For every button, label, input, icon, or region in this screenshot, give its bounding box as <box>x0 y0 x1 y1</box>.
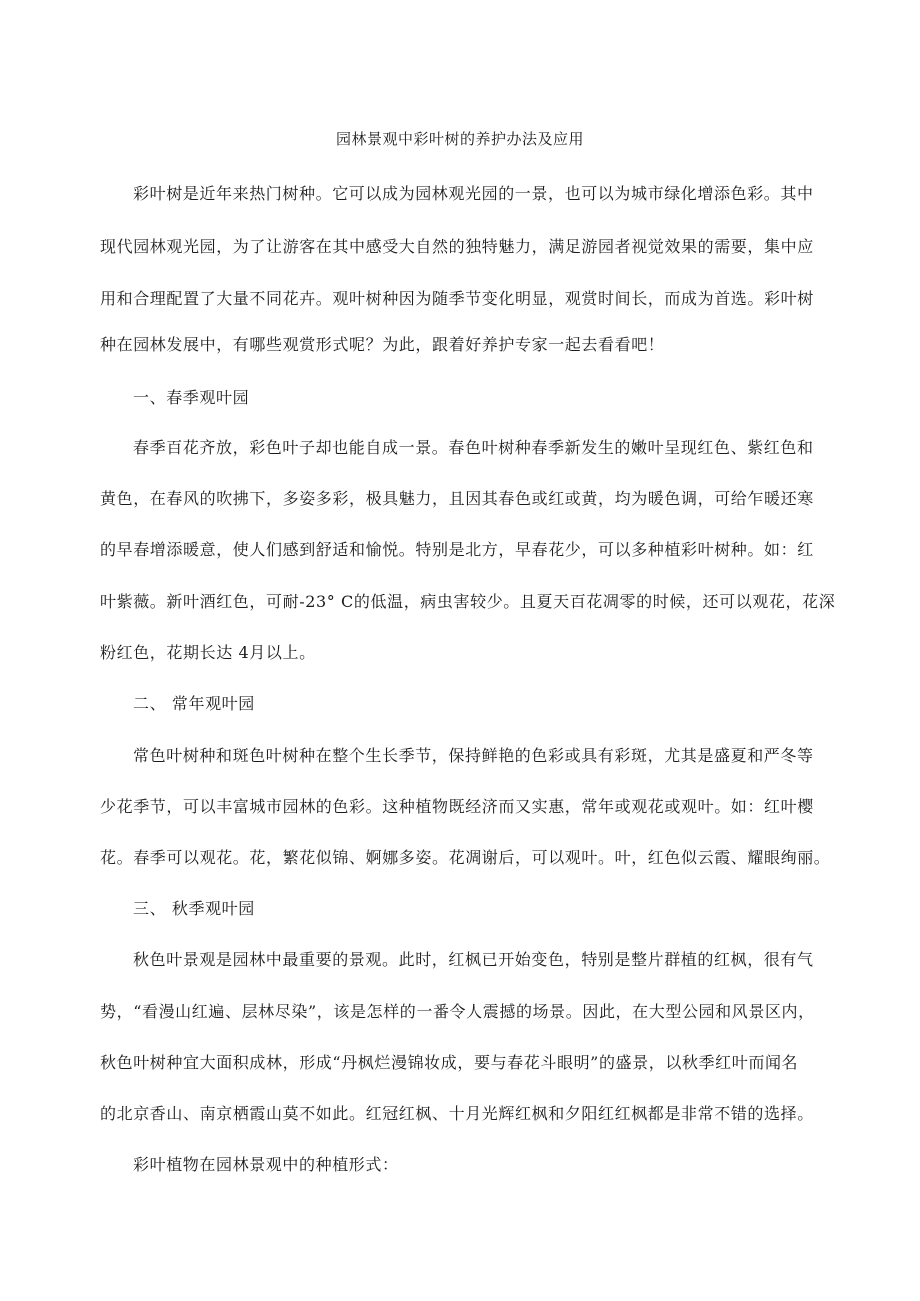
intro-line: 现代园林观光园，为了让游客在其中感受大自然的独特魅力，满足游园者视觉效果的需要，集中应 <box>100 237 814 256</box>
document-title: 园林景观中彩叶树的养护办法及应用 <box>335 130 584 148</box>
section-heading-evergreen: 二、 常年观叶园 <box>133 694 255 713</box>
paragraph-line: 黄色，在春风的吹拂下，多姿多彩，极具魅力，且因其春色或红或黄，均为暖色调，可给乍暖还寒 <box>100 489 814 508</box>
section-heading-autumn: 三、 秋季观叶园 <box>133 899 255 918</box>
paragraph-line: 势，“看漫山红遍、层林尽染”，该是怎样的一番令人震撼的场景。因此，在大型公园和风景区内， <box>100 1002 815 1021</box>
closing-line: 彩叶植物在园林景观中的种植形式： <box>133 1155 399 1174</box>
intro-line: 用和合理配置了大量不同花卉。观叶树种因为随季节变化明显，观赏时间长，而成为首选。彩叶树 <box>100 289 814 308</box>
paragraph-line: 粉红色，花期长达 4月以上。 <box>100 643 316 662</box>
intro-line: 彩叶树是近年来热门树种。它可以成为园林观光园的一景，也可以为城市绿化增添色彩。其中 <box>133 184 814 203</box>
section-heading-spring: 一、春季观叶园 <box>133 388 250 407</box>
paragraph-line: 秋色叶景观是园林中最重要的景观。此时，红枫已开始变色，特别是整片群植的红枫，很有气 <box>133 950 814 969</box>
paragraph-line: 花。春季可以观花。花，繁花似锦、婀娜多姿。花凋谢后，可以观叶。叶，红色似云霞、耀眼绚丽。 <box>100 848 831 867</box>
paragraph-line: 的北京香山、南京栖霞山莫不如此。红冠红枫、十月光辉红枫和夕阳红红枫都是非常不错的选择。 <box>100 1104 814 1123</box>
paragraph-line: 秋色叶树种宜大面积成林，形成“丹枫烂漫锦妆成，要与春花斗眼明”的盛景，以秋季红叶而闻名 <box>100 1053 799 1072</box>
paragraph-line: 春季百花齐放，彩色叶子却也能自成一景。春色叶树种春季新发生的嫩叶呈现红色、紫红色和 <box>133 438 814 457</box>
paragraph-line: 常色叶树种和斑色叶树种在整个生长季节，保持鲜艳的色彩或具有彩斑，尤其是盛夏和严冬等 <box>133 746 814 765</box>
paragraph-line: 的早春增添暖意，使人们感到舒适和愉悦。特别是北方，早春花少，可以多种植彩叶树种。如：红 <box>100 540 814 559</box>
paragraph-line: 叶紫薇。新叶酒红色，可耐-23° C的低温，病虫害较少。且夏天百花凋零的时候，还可以观花，花深 <box>100 592 836 611</box>
intro-line: 种在园林发展中，有哪些观赏形式呢？为此，跟着好养护专家一起去看看吧！ <box>100 335 665 354</box>
paragraph-line: 少花季节，可以丰富城市园林的色彩。这种植物既经济而又实惠，常年或观花或观叶。如：红叶樱 <box>100 797 814 816</box>
